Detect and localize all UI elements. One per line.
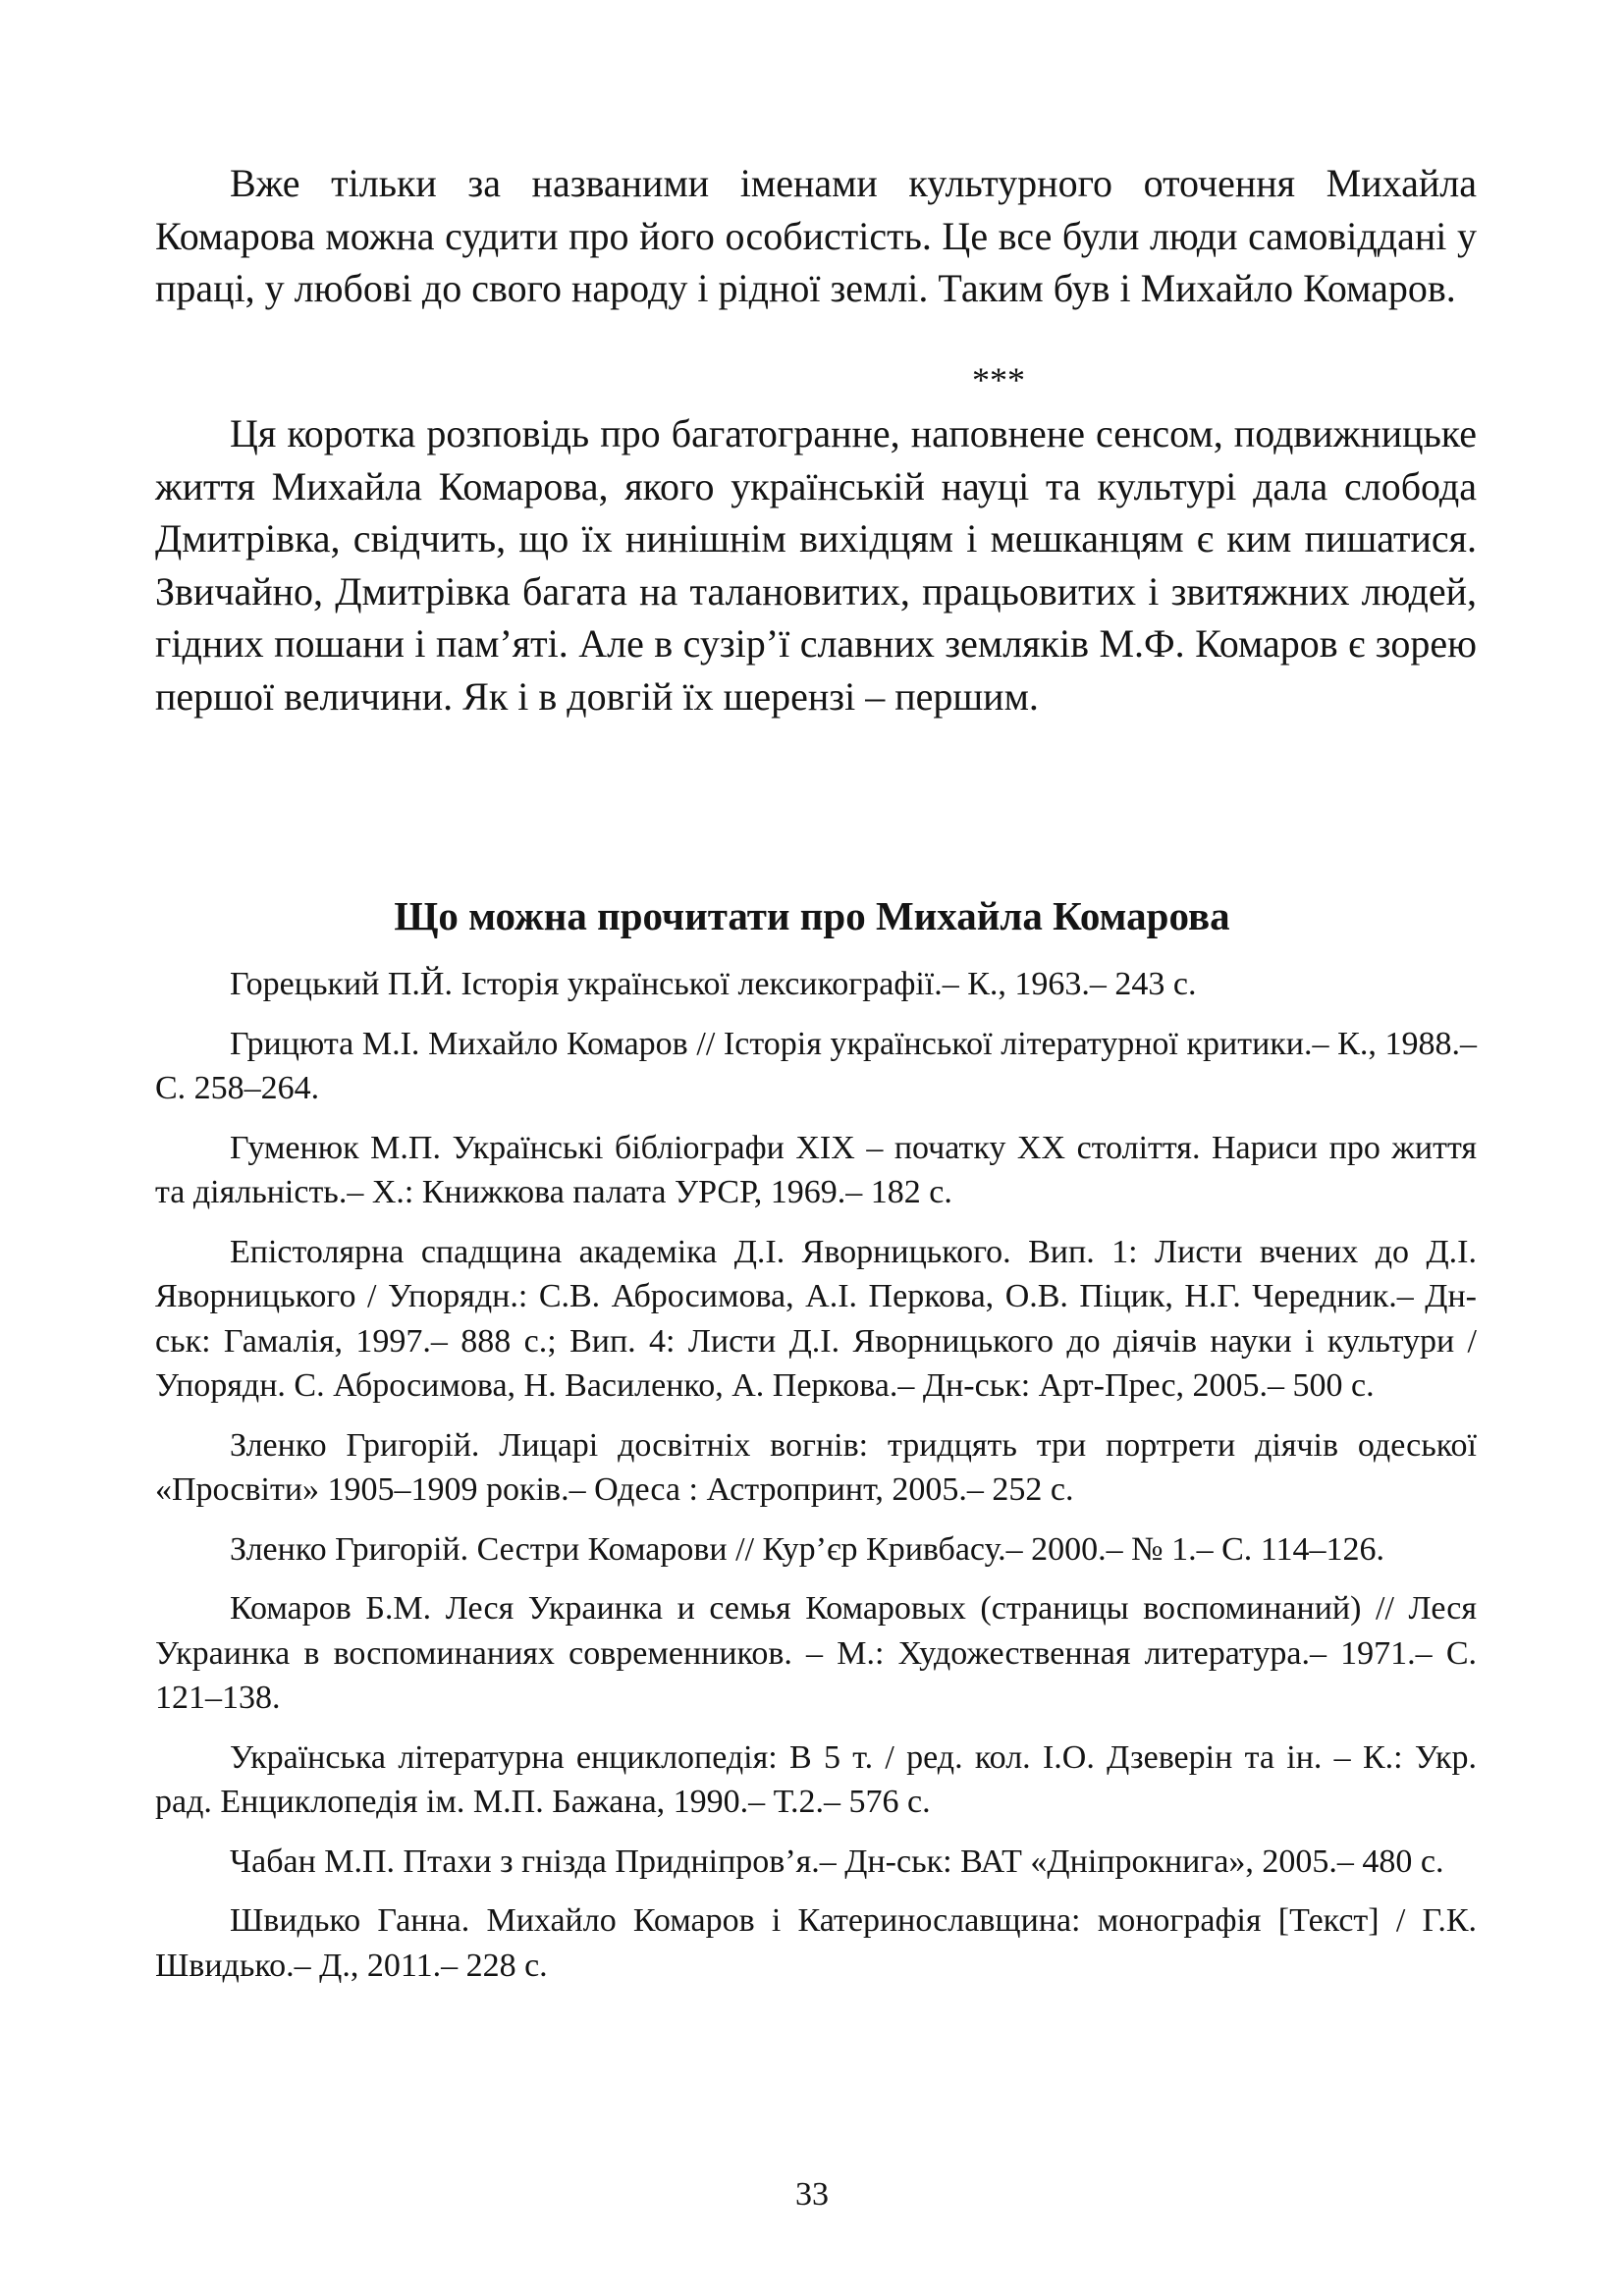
bibliography-entry: Українська літературна енциклопедія: В 5 т. / ред. кол. І.О. Дзеверін та ін. – К.: Укр. рад. Енциклопедія ім. М.П. Бажана, 1990.– Т.2.– 576 с. — [155, 1738, 1477, 1820]
bibliography-heading: Що можна прочитати про Михайла Комарова — [394, 893, 1230, 938]
conclusion-block — [155, 407, 1477, 722]
bibliography-entry: Швидько Ганна. Михайло Комаров і Катеринославщина: монографія [Текст] / Г.К. Швидько.– Д., 2011.– 228 с. — [155, 1902, 1477, 1984]
bibliography-entry: Зленко Григорій. Лицарі досвітніх вогнів: тридцять три портрети діячів одеської «Просвіти» 1905–1909 років.– Одеса : Астропринт, 2005.– 252 с. — [155, 1426, 1477, 1508]
bibliography-entry: Чабан М.П. Птахи з гнізда Придніпров’я.– Дн-ськ: ВАТ «Дніпрокнига», 2005.– 480 с. — [230, 1842, 1444, 1880]
intro-block — [155, 157, 1477, 315]
bibliography-entry: Грицюта М.І. Михайло Комаров // Історія української літературної критики.– К., 1988.– С. 258–264. — [155, 1025, 1477, 1106]
bibliography-entry: Комаров Б.М. Леся Украинка и семья Комаровых (страницы воспоминаний) // Леся Украинка в воспоминаниях современников. – М.: Художественная литература.– 1971.– С. 121–138. — [155, 1590, 1477, 1716]
bibliography-list — [155, 962, 1477, 2002]
section-separator: *** — [972, 360, 1025, 400]
conclusion-paragraph: Ця коротка розповідь про багатогранне, наповнене сенсом, подвижницьке життя Михайла Комарова, якого українській науці та культурі дала слобода Дмитрівка, свідчить, що їх нинішнім вихідцям і мешканцям є ким пишатися. Звичайно, Дмитрівка багата на талановитих, працьовитих і звитяжних людей, гідних пошани і пам’яті. Але в сузір’ї славних земляків М.Ф. Комаров є зорею першої величини. Як і в довгій їх шерензі – першим. — [155, 411, 1477, 719]
page-number: 33 — [795, 2176, 829, 2213]
intro-paragraph: Вже тільки за названими іменами культурного оточення Михайла Комарова можна судити про його особистість. Це все були люди самовіддані у праці, у любові до свого народу і рідної землі. Таким був і Михайло Комаров. — [155, 161, 1477, 310]
bibliography-entry: Гуменюк М.П. Українські бібліографи XIX – початку XX століття. Нариси про життя та діяльність.– Х.: Книжкова палата УРСР, 1969.– 182 с. — [155, 1129, 1477, 1210]
bibliography-entry: Зленко Григорій. Сестри Комарови // Кур’єр Кривбасу.– 2000.– № 1.– С. 114–126. — [230, 1530, 1385, 1568]
bibliography-entry: Епістолярна спадщина академіка Д.І. Яворницького. Вип. 1: Листи вчених до Д.І. Яворницького / Упорядн.: С.В. Абросимова, А.І. Перкова, О.В. Піцик, Н.Г. Чередник.– Дн-ськ: Гамалія, 1997.– 888 с.; Вип. 4: Листи Д.І. Яворницького до діячів науки і культури / Упорядн. С. Абросимова, Н. Василенко, А. Перкова.– Дн-ськ: Арт-Прес, 2005.– 500 с. — [155, 1233, 1477, 1404]
bibliography-entry: Горецький П.Й. Історія української лексикографії.– К., 1963.– 243 с. — [230, 966, 1197, 1002]
